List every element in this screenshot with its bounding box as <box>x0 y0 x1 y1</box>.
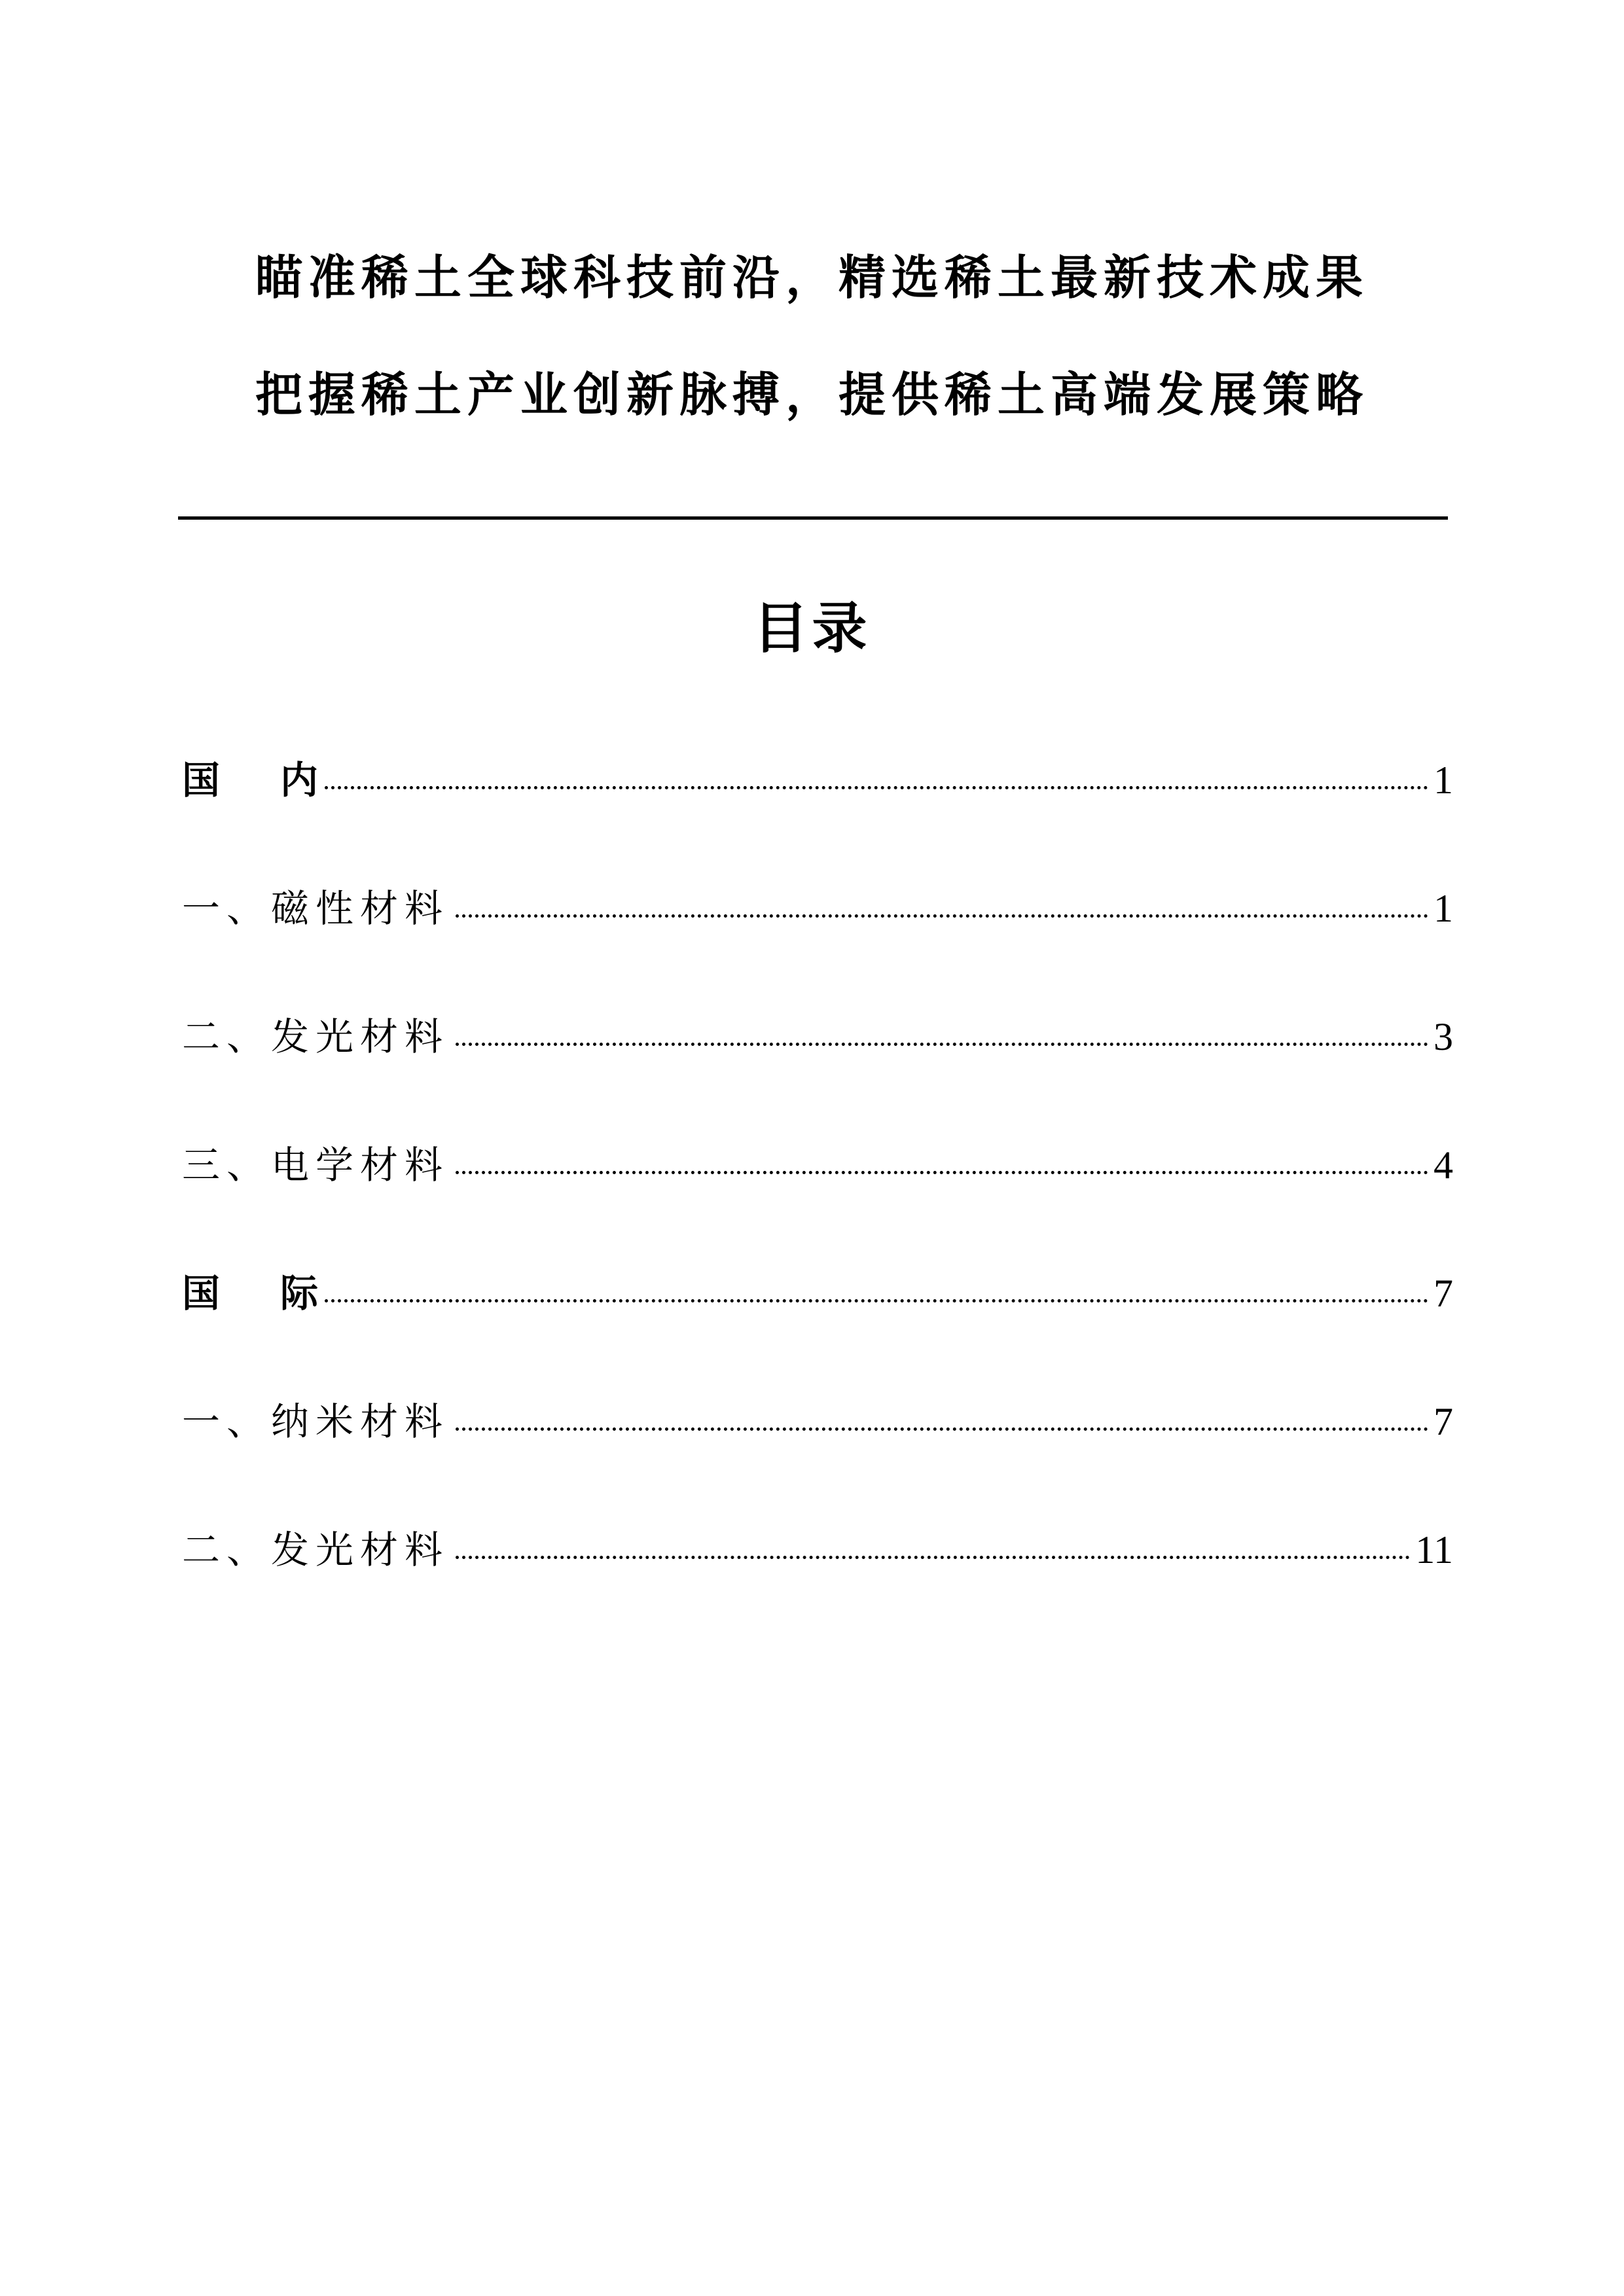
header-divider <box>178 516 1448 520</box>
toc-dot-leader <box>456 914 1428 918</box>
toc-entry-nano-materials[interactable] <box>182 1380 1453 1508</box>
toc-entry-label: 二、发光材料 <box>182 1014 450 1059</box>
toc-entry-luminescent-materials-intl[interactable] <box>182 1508 1453 1636</box>
slogan-line-2: 把握稀土产业创新脉搏，提供稀土高端发展策略 <box>255 367 1369 422</box>
toc-entry-page: 1 <box>1434 887 1453 930</box>
toc-entry-domestic[interactable] <box>182 738 1453 867</box>
toc-entry-label: 三、电学材料 <box>182 1143 450 1187</box>
toc-entry-page: 1 <box>1434 759 1453 802</box>
toc-title: 目录 <box>753 596 871 660</box>
toc-entry-page: 3 <box>1434 1015 1453 1058</box>
toc-dot-leader <box>456 1556 1410 1559</box>
toc-entry-international[interactable] <box>182 1251 1453 1380</box>
toc-entry-page: 7 <box>1434 1272 1453 1315</box>
toc-dot-leader <box>456 1427 1428 1431</box>
toc-entry-label: 一、磁性材料 <box>182 886 450 931</box>
toc-entry-page: 4 <box>1434 1143 1453 1187</box>
toc-dot-leader <box>456 1171 1428 1174</box>
toc-entry-label: 二、发光材料 <box>182 1528 450 1572</box>
toc-entry-label-last-char: 际 <box>280 1271 319 1316</box>
toc-entry-luminescent-materials[interactable] <box>182 995 1453 1123</box>
toc-dot-leader <box>456 1043 1428 1046</box>
toc-dot-leader <box>325 1299 1428 1302</box>
toc-entry-label: 国际 <box>182 1271 319 1316</box>
slogan-line-1: 瞄准稀土全球科技前沿，精选稀土最新技术成果 <box>255 249 1369 305</box>
toc-entry-magnetic-materials[interactable] <box>182 867 1453 995</box>
toc-entry-label-last-char: 内 <box>280 758 319 802</box>
toc-entry-label: 一、纳米材料 <box>182 1399 450 1444</box>
toc-entry-label: 国内 <box>182 758 319 802</box>
toc-entry-page: 11 <box>1415 1528 1453 1571</box>
table-of-contents <box>182 738 1453 1636</box>
toc-entry-electrical-materials[interactable] <box>182 1123 1453 1251</box>
toc-dot-leader <box>325 786 1428 789</box>
toc-entry-page: 7 <box>1434 1400 1453 1443</box>
